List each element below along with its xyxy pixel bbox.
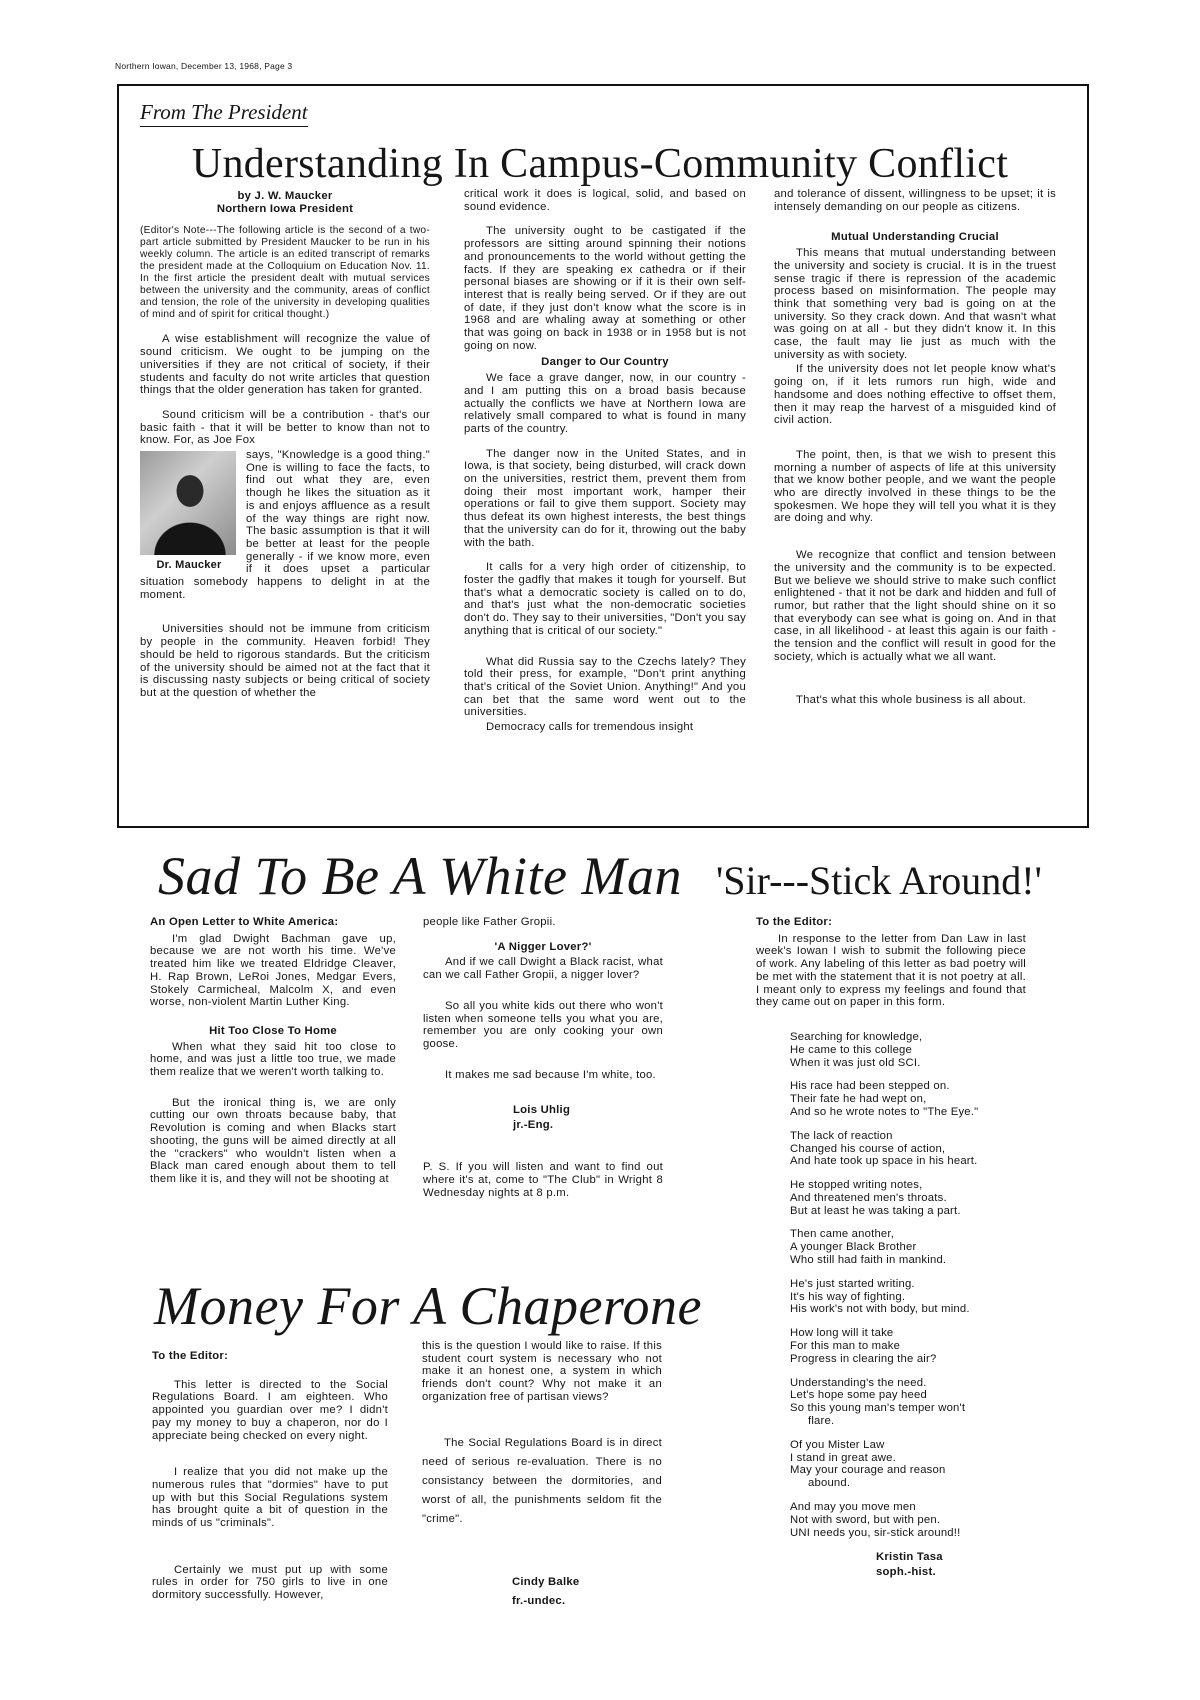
byline-title: Northern Iowa President <box>216 202 354 215</box>
paragraph: critical work it does is logical, solid, and based on sound evidence. <box>464 188 746 213</box>
poem-line: flare. <box>808 1415 835 1428</box>
paragraph: I'm glad Dwight Bachman gave up, because we are not worth his time. We've treated him like we treated Eldridge Cleaver, H. Rap Brown, LeRoi Jones, Medgar Evers, Stokely Carmicheal, Malcolm X, and even worse, non-violent Martin Luther King. <box>150 932 396 1009</box>
poem-line: Let's hope some pay heed <box>790 1389 927 1402</box>
article-column-1 <box>140 190 430 712</box>
poem-line: Searching for knowledge, <box>790 1030 923 1043</box>
signature-name: Kristin Tasa <box>876 1551 943 1564</box>
poem-line: abound. <box>808 1477 851 1490</box>
poem-line: UNI needs you, sir-stick around!! <box>790 1526 961 1539</box>
signature-class: soph.-hist. <box>876 1566 936 1579</box>
poem-stanza <box>790 1439 1012 1490</box>
paragraph: In response to the letter from Dan Law in last week's Iowan I wish to submit the following piece of work. Any labeling of this letter as bad poetry will be met with the statement that it is not poetry at all. I meant only to express my feelings and found that they came out on paper in this form. <box>756 932 1026 1009</box>
paragraph: people like Father Gropii. <box>423 916 556 928</box>
poem-stanza <box>790 1278 1012 1316</box>
poem-stanza <box>790 1501 1012 1539</box>
poem-line: How long will it take <box>790 1327 894 1340</box>
subheading: Mutual Understanding Crucial <box>831 231 999 244</box>
paragraph: Democracy calls for tremendous insight <box>486 721 694 734</box>
article-column-3 <box>774 188 1056 718</box>
paragraph: This letter is directed to the Social Regulations Board. I am eighteen. Who appointed you guardian over me? I didn't pay my money to buy a chaperon, nor do I appreciate being checked on every night. <box>152 1378 388 1442</box>
paragraph: The danger now in the United States, and in Iowa, is that society, being disturbed, will crack down on the universities, restrict them, prevent them from doing their most important work, hamper their operations or fail to give them support. Society may thus defeat its own highest interests, the best things that the university can do for it, throwing out the baby with the bath. <box>464 447 746 549</box>
poem-stanza <box>790 1377 1012 1428</box>
poem-line: Progress in clearing the air? <box>790 1352 937 1365</box>
page-masthead: Northern Iowan, December 13, 1968, Page 3 <box>115 61 293 71</box>
letter-column-2 <box>422 1340 662 1611</box>
signature-class: fr.-undec. <box>512 1594 566 1607</box>
poem-line: The lack of reaction <box>790 1129 893 1142</box>
postscript: P. S. If you will listen and want to find out where it's at, come to "The Club" in Wright 8 Wednesday nights at 8 p.m. <box>423 1161 663 1199</box>
paragraph: What did Russia say to the Czechs lately? They told their press, for example, "Don't print anything that's critical of the Soviet Union. Anything!" And you can bet that the same word went out to the universities. <box>464 655 746 719</box>
editor-note: (Editor's Note---The following article is the second of a two-part article submitted by President Maucker to be run in his weekly column. The article is an edited transcript of remarks the president made at the Colloquium on Education Nov. 11. In the first article the president dealt with mutual services between the university and the community, areas of conflict and tension, the role of the university in developing qualities of mind and of spirit for critical thought.) <box>140 225 430 321</box>
poem-stanza <box>790 1179 1012 1217</box>
poem-line: Who still had faith in mankind. <box>790 1254 947 1267</box>
letter-headline: Money For A Chaperone <box>154 1276 702 1336</box>
poem-line: Changed his course of action, <box>790 1142 946 1155</box>
salutation: An Open Letter to White America: <box>150 916 339 928</box>
poem-line: I stand in great awe. <box>790 1451 896 1464</box>
poem-line: When it was just old SCI. <box>790 1056 921 1069</box>
poem-line: Their fate he had wept on, <box>790 1093 927 1106</box>
article-column-2 <box>464 188 746 746</box>
paragraph: The university ought to be castigated if the professors are sitting around spinning their notions and pronouncements to the world without getting the facts. If they are speaking ex cathedra or if their personal biases are showing or if it is their own self-interest that is really being served. Or if they are out of date, if they just don't know what the score is in 1968 and are whaling away at something or other that was going on back in 1938 or in 1958 but is not going on now. <box>464 225 746 352</box>
poem-line: For this man to make <box>790 1340 901 1353</box>
paragraph: And if we call Dwight a Black racist, what can we call Father Gropii, a nigger lover? <box>423 956 663 982</box>
subheading: Hit Too Close To Home <box>209 1024 337 1037</box>
salutation: To the Editor: <box>756 916 833 928</box>
poem-line: He stopped writing notes, <box>790 1179 923 1192</box>
column-kicker: From The President <box>140 100 308 127</box>
poem-line: Of you Mister Law <box>790 1438 885 1451</box>
subheading: Danger to Our Country <box>541 356 669 369</box>
poem-line: So this young man's temper won't <box>790 1402 966 1415</box>
poem-line: And so he wrote notes to "The Eye." <box>790 1105 979 1118</box>
poem-stanza <box>790 1228 1012 1266</box>
paragraph: The Social Regulations Board is in direct need of serious re-evaluation. There is no consistancy between the dormitories, and worst of all, the punishments seldom fit the "crime". <box>422 1436 662 1525</box>
paragraph: Universities should not be immune from criticism by people in the community. Heaven forbid! They should be held to rigorous standards. But the criticism of the university should be aimed not at the fact that it is discussing nasty subjects or being critical of society but at the question of whether the <box>140 623 430 699</box>
paragraph: We face a grave danger, now, in our country - and I am putting this on a broad basis because actually the conflicts we have at Northern Iowa are relatively small compared to what is found in many parts of the country. <box>464 372 746 435</box>
signature-name: Cindy Balke <box>512 1575 580 1588</box>
subheading: 'A Nigger Lover?' <box>494 940 592 953</box>
poem-stanza <box>790 1031 1012 1069</box>
letter-column-1 <box>152 1350 388 1614</box>
paragraph: That's what this whole business is all about. <box>796 693 1027 706</box>
paragraph: I realize that you did not make up the numerous rules that "dormies" have to put up with but this Social Regulations system has brought quite a bit of question in the minds of us "criminals". <box>152 1466 388 1530</box>
paragraph: This means that mutual understanding between the university and society is crucial. It is in the truest sense tragic if there is repression of the academic process based on misinformation. The people may think that something very bad is going on at the university. So they crack down. And that wasn't what was going on at all - but they didn't know it. In this case, the fault may lie just as much with the university as with society. <box>774 247 1056 361</box>
poem-line: He came to this college <box>790 1043 913 1056</box>
author-photo <box>140 451 238 575</box>
paragraph: It makes me sad because I'm white, too. <box>445 1068 656 1081</box>
poem-letter <box>756 916 1026 1580</box>
paragraph: Certainly we must put up with some rules in order for 750 girls to live in one dormitory successfully. However, <box>152 1563 388 1602</box>
paragraph: says, "Knowledge is a good thing." One is willing to face the facts, to find out what they are, even though he likes the situation as it is and enjoys affluence as a result of the way things are right now. The basic assumption is that it will be better at least for the people generally - if we know more, even if it does upset a particular situation somebody happens to delight in at the moment. <box>140 449 430 601</box>
paragraph: Sound criticism will be a contribution - that's our basic faith - that it will be better to know than not to know. For, as Joe Fox <box>140 408 430 447</box>
paragraph: this is the question I would like to raise. If this student court system is necessary who not make it an honest one, a system in which friends don't count? Why not make it an organization free of partisan views? <box>422 1340 662 1403</box>
paragraph: When what they said hit too close to home, and was just a little too true, we made them realize that we weren't worth talking to. <box>150 1040 396 1079</box>
letter-column-1 <box>150 916 396 1198</box>
signature-name: Lois Uhlig <box>513 1104 571 1117</box>
poem-stanza <box>790 1327 1012 1365</box>
poem-line: Not with sword, but with pen. <box>790 1513 941 1526</box>
portrait-image <box>140 451 236 555</box>
poem-stanza <box>790 1080 1012 1118</box>
paragraph: So all you white kids out there who won't listen when someone tells you what you are, remember you are only cooking your own goose. <box>423 999 663 1050</box>
byline: by J. W. Maucker <box>237 190 333 202</box>
paragraph: It calls for a very high order of citizenship, to foster the gadfly that makes it tough for yourself. But that's what a democratic society is called on to do, and that's just what the non-democratic societies don't do. They say to their universities, "Don't you say anything that is critical of our society." <box>464 561 746 637</box>
paragraph: A wise establishment will recognize the value of sound criticism. We ought to be jumping on the universities if they are not critical of society, if their students and faculty do not write articles that question things that the older generation has taken for granted. <box>140 333 430 397</box>
poem-line: He's just started writing. <box>790 1277 915 1290</box>
poem-line: And threatened men's throats. <box>790 1191 947 1204</box>
signature-class: jr.-Eng. <box>513 1119 554 1132</box>
paragraph: The point, then, is that we wish to present this morning a number of aspects of life at this university that we know bother people, and we want the people who are directly involved in these things to be the spokesmen. We hope they will tell you what it is they are doing and why. <box>774 448 1056 525</box>
poem-line: Understanding's the need. <box>790 1376 927 1389</box>
paragraph: If the university does not let people know what's going on, if it lets rumors run high, wide and handsome and does nothing effective to offset them, then it may reap the harvest of a misguided kind of civil action. <box>774 363 1056 427</box>
letter-column-2 <box>423 916 663 1211</box>
salutation: To the Editor: <box>152 1350 229 1362</box>
article-headline: Understanding In Campus-Community Conflict <box>191 141 1009 187</box>
poem-line: His race had been stepped on. <box>790 1080 950 1093</box>
poem-line: His work's not with body, but mind. <box>790 1303 970 1316</box>
poem-line: A younger Black Brother <box>790 1241 917 1254</box>
photo-caption: Dr. Maucker <box>156 559 222 572</box>
letter-headline: Sad To Be A White Man <box>158 846 683 906</box>
paragraph: But the ironical thing is, we are only cutting our own throats because baby, that Revolution is coming and when Blacks start shooting, the guns will be aimed directly at all the "crackers" who wouldn't listen when a Black man cared enough about them to tell them like it is, and they will not be shooting at <box>150 1096 396 1185</box>
poem <box>790 1031 1012 1540</box>
paragraph: and tolerance of dissent, willingness to be upset; it is intensely demanding on our people as citizens. <box>774 188 1056 213</box>
poem-stanza <box>790 1130 1012 1168</box>
poem-line: It's his way of fighting. <box>790 1290 906 1303</box>
poem-line: And may you move men <box>790 1501 916 1514</box>
letter-headline: 'Sir---Stick Around!' <box>716 858 1042 903</box>
paragraph: We recognize that conflict and tension between the university and the community is to be expected. But we believe we should strive to make such conflict enlightened - that it not be dark and hidden and full of rumor, but rather that the light should shine on it so that everybody can see what is going on. And in that case, in all likelihood - at least this again is our faith - the tension and the conflict will result in good for the society, which is actually what we all want. <box>774 549 1056 663</box>
poem-line: And hate took up space in his heart. <box>790 1155 978 1168</box>
poem-line: Then came another, <box>790 1228 895 1241</box>
poem-line: But at least he was taking a part. <box>790 1204 961 1217</box>
poem-line: May your courage and reason <box>790 1464 946 1477</box>
